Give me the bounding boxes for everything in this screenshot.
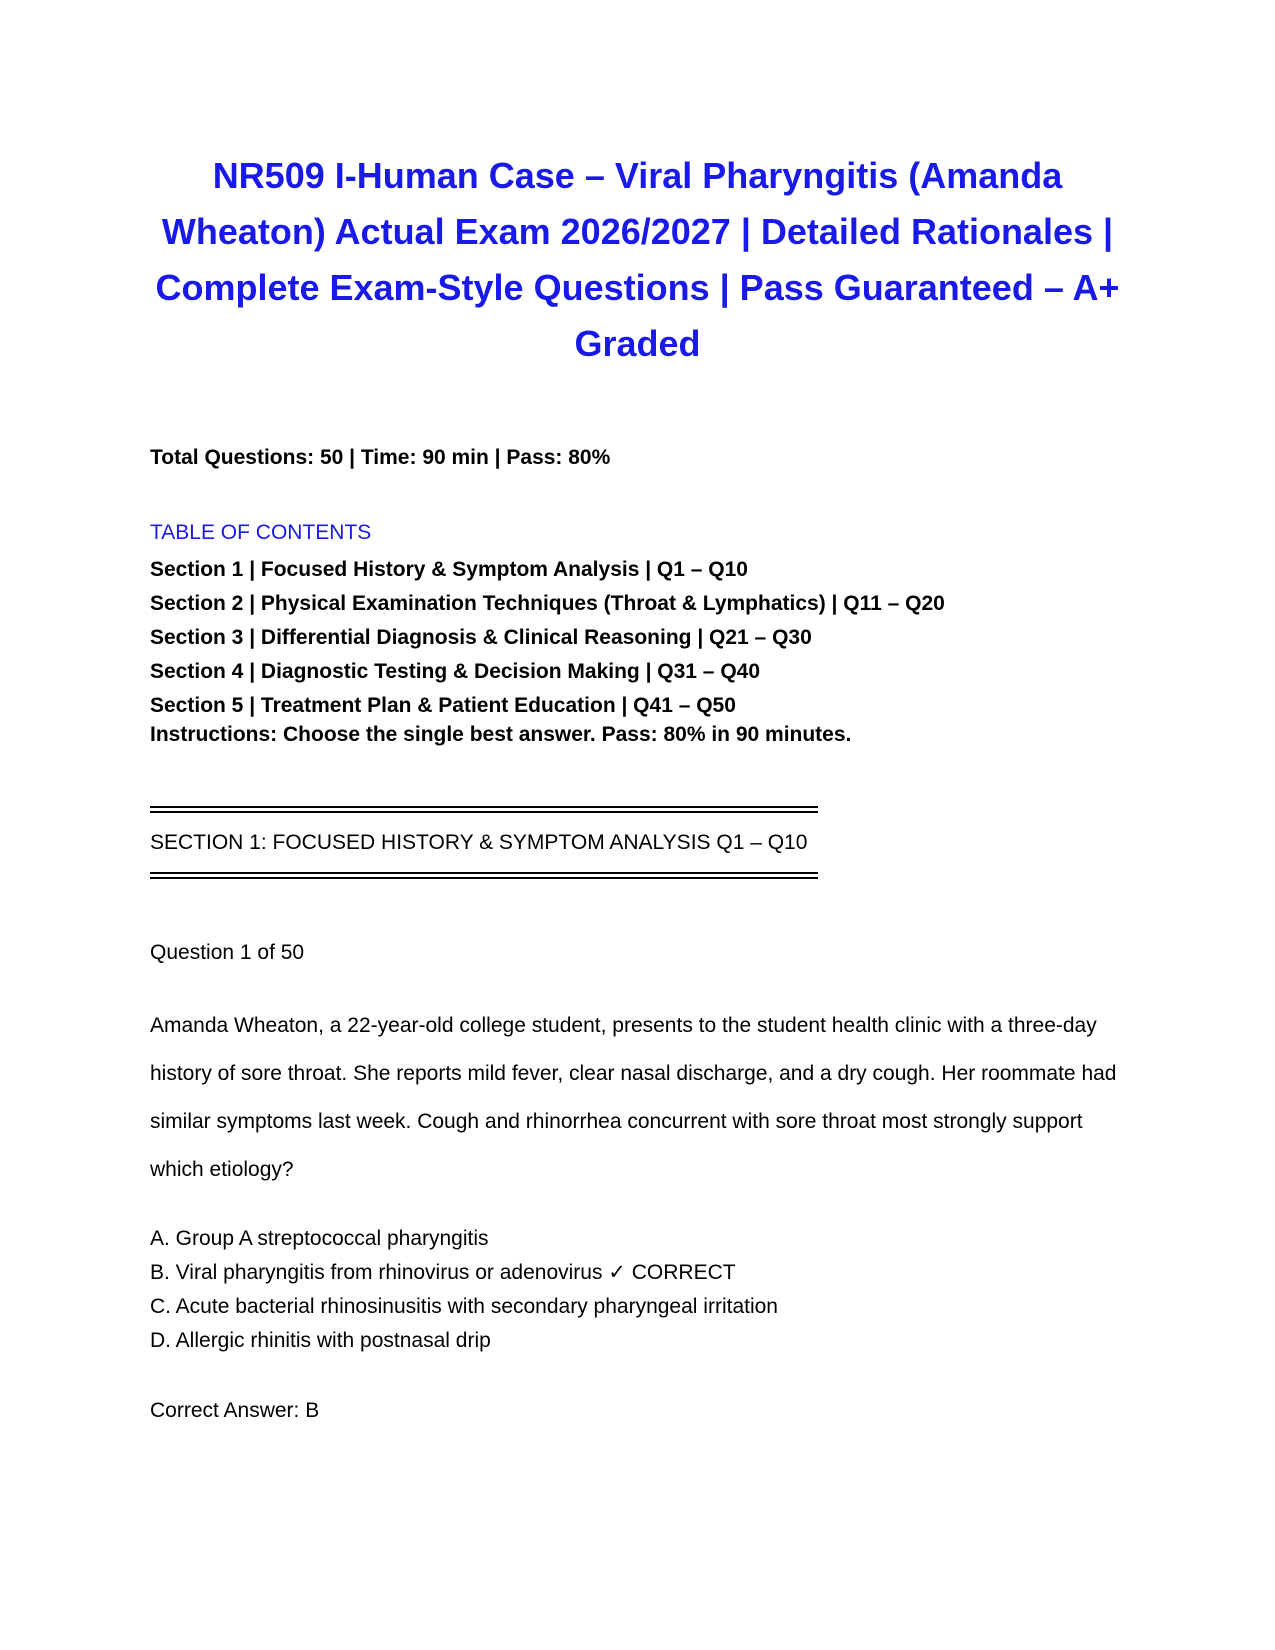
question-stem: Amanda Wheaton, a 22-year-old college student, presents to the student health clinic with a three-day history of sore throat. She reports mild fever, clear nasal discharge, and a dry cough. Her roommate had similar symptoms last week. Cough and rhinorrhea concurrent with sore throat most strongly support which etiology? — [150, 1014, 1117, 1181]
double-rule-divider — [150, 872, 818, 874]
toc-item-section-2: Section 2 | Physical Examination Techniques (Throat & Lymphatics) | Q11 – Q20 — [150, 592, 945, 615]
exam-summary: Total Questions: 50 | Time: 90 min | Pass: 80% — [150, 446, 611, 469]
toc-item-section-1: Section 1 | Focused History & Symptom Analysis | Q1 – Q10 — [150, 558, 748, 581]
section-heading: SECTION 1: FOCUSED HISTORY & SYMPTOM ANALYSIS Q1 – Q10 — [150, 831, 808, 854]
toc-item-section-3: Section 3 | Differential Diagnosis & Clinical Reasoning | Q21 – Q30 — [150, 626, 812, 649]
toc-item-section-5: Section 5 | Treatment Plan & Patient Education | Q41 – Q50 — [150, 694, 736, 717]
toc-list — [150, 553, 945, 723]
correct-answer: Correct Answer: B — [150, 1399, 320, 1422]
double-rule-divider — [150, 806, 818, 808]
answer-options — [150, 1222, 778, 1358]
option-c: C. Acute bacterial rhinosinusitis with secondary pharyngeal irritation — [150, 1295, 778, 1318]
toc-heading: TABLE OF CONTENTS — [150, 521, 372, 544]
option-b: B. Viral pharyngitis from rhinovirus or adenovirus ✓ CORRECT — [150, 1261, 736, 1284]
option-d: D. Allergic rhinitis with postnasal drip — [150, 1329, 491, 1352]
instructions: Instructions: Choose the single best answer. Pass: 80% in 90 minutes. — [150, 723, 852, 746]
toc-item-section-4: Section 4 | Diagnostic Testing & Decision Making | Q31 – Q40 — [150, 660, 761, 683]
option-a: A. Group A streptococcal pharyngitis — [150, 1227, 489, 1250]
document-title: NR509 I-Human Case – Viral Pharyngitis (Amanda Wheaton) Actual Exam 2026/2027 | Detailed Rationales | Complete Exam-Style Questions | Pass Guaranteed – A+ Graded — [155, 155, 1120, 364]
question-number: Question 1 of 50 — [150, 941, 305, 964]
